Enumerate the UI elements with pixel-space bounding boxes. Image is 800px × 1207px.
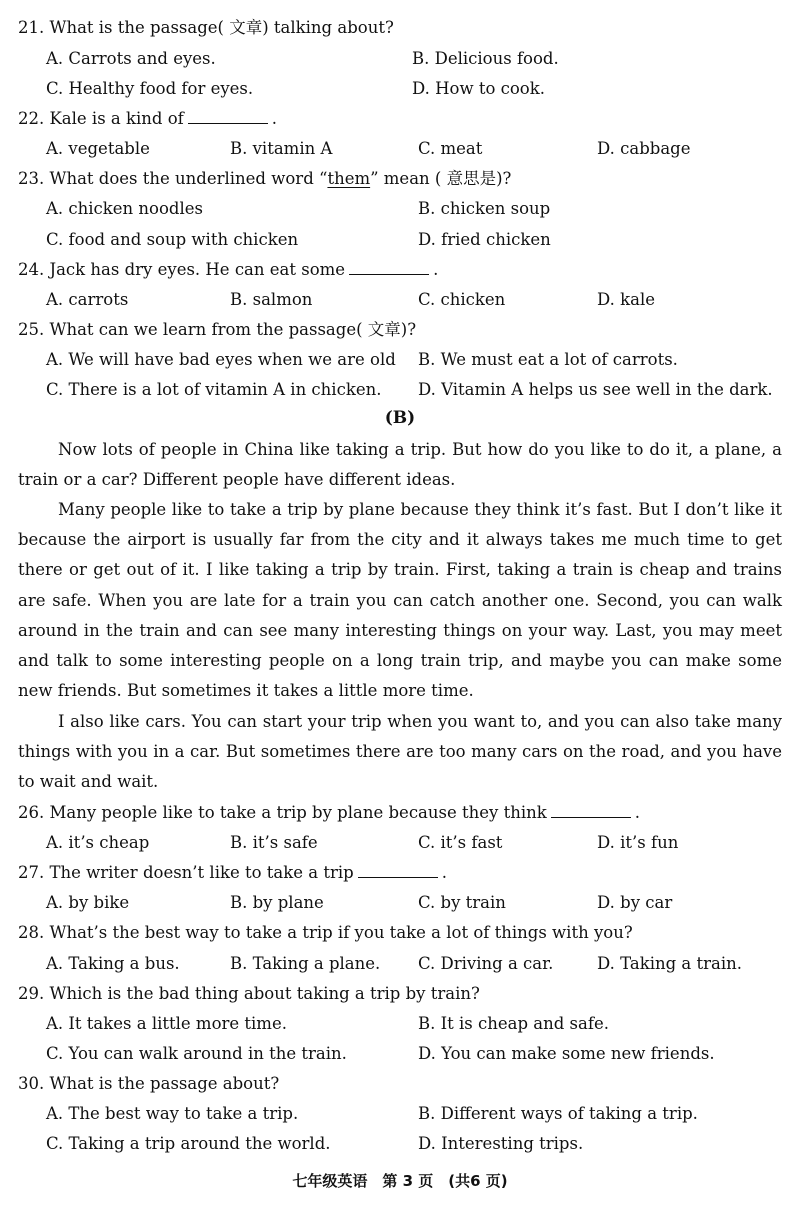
- stem-text: 24. Jack has dry eyes. He can eat some: [18, 260, 346, 279]
- option-b: B. It is cheap and safe.: [418, 1014, 609, 1033]
- option-b: B. Different ways of taking a trip.: [418, 1104, 698, 1123]
- underlined-word: them: [327, 169, 371, 188]
- question-stem: 28. What’s the best way to take a trip if you take a lot of things with you?: [18, 923, 633, 942]
- question-stem: [18, 862, 447, 884]
- option-a: A. It takes a little more time.: [46, 1014, 287, 1033]
- option-d: D. Vitamin A helps us see well in the dark.: [418, 380, 773, 399]
- option-c: C. Healthy food for eyes.: [46, 79, 254, 98]
- option-d: D. You can make some new friends.: [418, 1044, 715, 1063]
- page-footer: 七年级英语 第 3 页 (共6 页): [292, 1172, 508, 1190]
- option-c: C. Taking a trip around the world.: [46, 1134, 331, 1153]
- option-a: A. Carrots and eyes.: [46, 49, 216, 68]
- question-stem: 21. What is the passage( 文章) talking about?: [18, 18, 394, 37]
- option-d: D. it’s fun: [597, 833, 679, 852]
- option-a: A. Taking a bus.: [46, 954, 180, 973]
- stem-text: 22. Kale is a kind of: [18, 109, 184, 128]
- option-a: A. it’s cheap: [46, 833, 150, 852]
- answer-blank: [188, 109, 268, 124]
- option-a: A. by bike: [46, 893, 130, 912]
- option-b: B. salmon: [230, 290, 313, 309]
- option-c: C. You can walk around in the train.: [46, 1044, 347, 1063]
- option-a: A. vegetable: [46, 139, 150, 158]
- option-b: B. Delicious food.: [412, 49, 559, 68]
- option-d: D. kale: [597, 290, 656, 309]
- stem-end: .: [634, 803, 640, 822]
- option-b: B. it’s safe: [230, 833, 318, 852]
- question-stem: 30. What is the passage about?: [18, 1074, 280, 1093]
- question-stem: [18, 108, 277, 130]
- option-d: D. cabbage: [597, 139, 691, 158]
- option-d: D. Interesting trips.: [418, 1134, 584, 1153]
- option-b: B. vitamin A: [230, 139, 333, 158]
- option-a: A. The best way to take a trip.: [46, 1104, 299, 1123]
- option-c: C. food and soup with chicken: [46, 230, 299, 249]
- option-d: D. Taking a train.: [597, 954, 742, 973]
- stem-end: ” mean ( 意思是)?: [370, 169, 512, 188]
- answer-blank: [358, 863, 438, 878]
- option-b: B. Taking a plane.: [230, 954, 381, 973]
- option-c: C. Driving a car.: [418, 954, 554, 973]
- option-b: B. by plane: [230, 893, 324, 912]
- stem-text: 23. What does the underlined word “: [18, 169, 328, 188]
- option-c: C. by train: [418, 893, 506, 912]
- question-stem: 25. What can we learn from the passage( 文章)?: [18, 320, 417, 339]
- option-a: A. chicken noodles: [46, 199, 203, 218]
- stem-end: .: [433, 260, 439, 279]
- option-c: C. it’s fast: [418, 833, 503, 852]
- passage-paragraph-2: Many people like to take a trip by plane because they think it’s fast. But I don’t like it because the airport is usually far from the city and it always takes me much time to get there or get out of it. I like taking a trip by train. First, taking a train is cheap and trains are safe. When you are late for a train you can catch another one. Second, you can walk around in the train and can see many interesting things on your way. Last, you may meet and talk to some interesting people on a long train trip, and maybe you can make some new friends. But sometimes it takes a little more time.: [18, 500, 782, 701]
- option-a: A. carrots: [46, 290, 129, 309]
- passage-paragraph-3: I also like cars. You can start your trip when you want to, and you can also take many things with you in a car. But sometimes there are too many cars on the road, and you have to wait and wait.: [18, 712, 782, 792]
- option-a: A. We will have bad eyes when we are old: [46, 350, 396, 369]
- question-stem: [18, 259, 438, 281]
- option-b: B. chicken soup: [418, 199, 551, 218]
- option-c: C. meat: [418, 139, 483, 158]
- stem-end: .: [441, 863, 447, 882]
- option-d: D. fried chicken: [418, 230, 551, 249]
- question-stem: 29. Which is the bad thing about taking a trip by train?: [18, 984, 480, 1003]
- option-d: D. by car: [597, 893, 673, 912]
- stem-text: 27. The writer doesn’t like to take a trip: [18, 863, 354, 882]
- answer-blank: [349, 260, 429, 275]
- section-heading: (B): [384, 408, 416, 428]
- question-stem: [18, 168, 511, 190]
- passage-paragraph-1: Now lots of people in China like taking a trip. But how do you like to do it, a plane, a train or a car? Different people have different ideas.: [18, 440, 782, 490]
- option-c: C. There is a lot of vitamin A in chicken.: [46, 380, 382, 399]
- answer-blank: [551, 803, 631, 818]
- option-c: C. chicken: [418, 290, 506, 309]
- option-d: D. How to cook.: [412, 79, 545, 98]
- stem-end: .: [271, 109, 278, 128]
- stem-text: 26. Many people like to take a trip by plane because they think: [18, 803, 547, 822]
- option-b: B. We must eat a lot of carrots.: [418, 350, 678, 369]
- question-stem: [18, 802, 640, 824]
